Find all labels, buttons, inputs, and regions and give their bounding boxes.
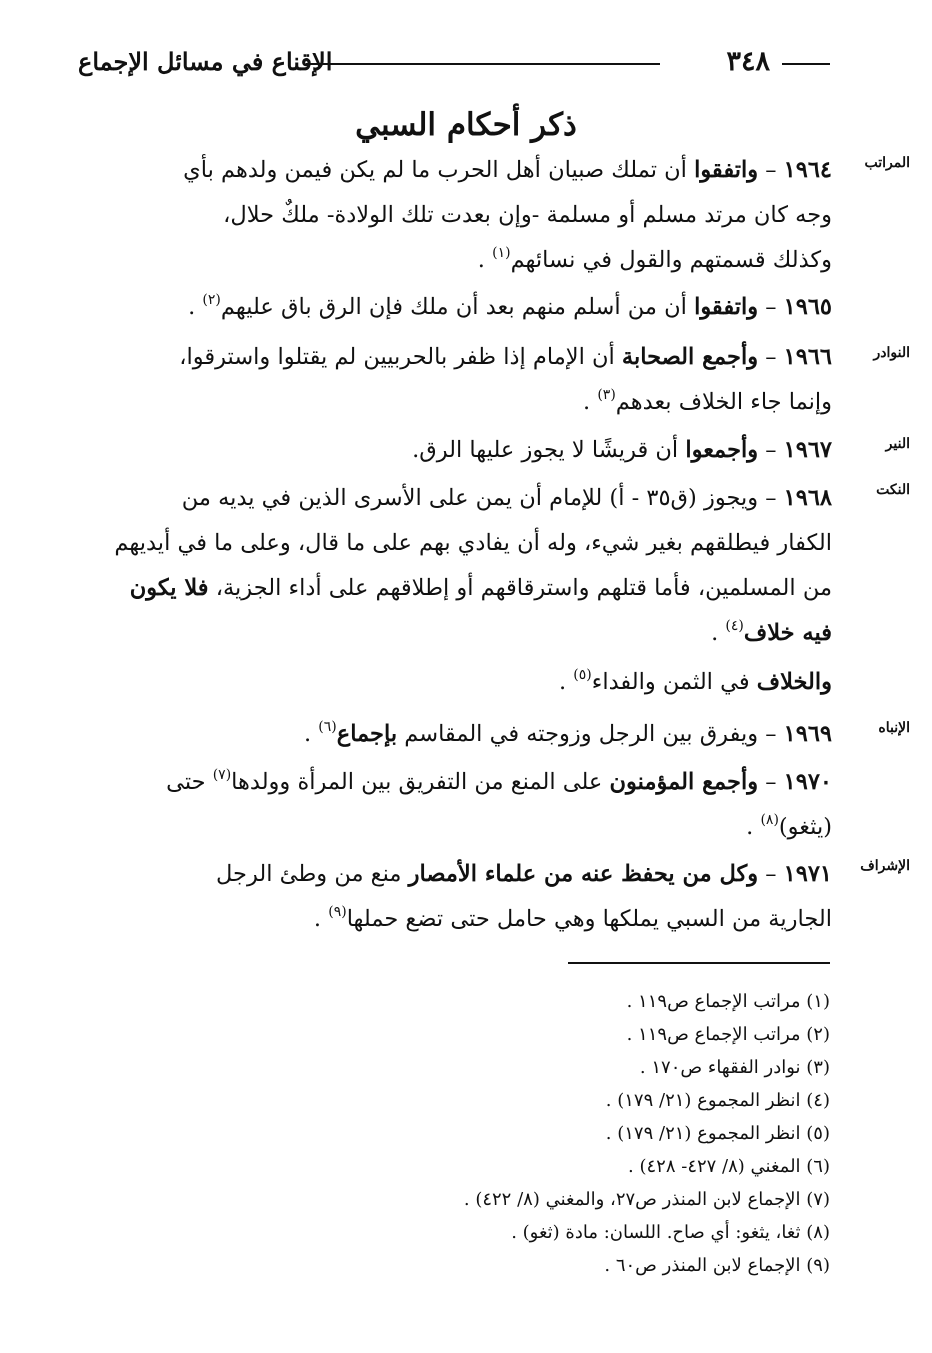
entry-keyword: بإجماع (336, 721, 398, 747)
entry-1970: ١٩٧٠ – وأجمع المؤمنون على المنع من التفريق بين المرأة وولدها$^{(٧)}$ حتى (يثغو)$^{(٨)}$ . (166, 767, 832, 840)
entry-1965: ١٩٦٥ – واتفقوا أن من أسلم منهم بعد أن ملك فإن الرق باق عليهم$^{(٢)}$ . (188, 292, 832, 320)
footnote-ref[interactable]: (٥) (573, 667, 592, 683)
section-title: ذكر أحكام السبي (355, 107, 577, 143)
margin-label-nayyir: النير (885, 436, 910, 452)
footnotes-list (230, 985, 830, 1282)
footnote-6: (٦) المغني (٨/ ٤٢٧- ٤٢٨) . (628, 1156, 830, 1177)
entry-text: الجارية من السبي يملكها وهي حامل حتى تضع حملها (346, 906, 832, 932)
entry-1966: ١٩٦٦ – وأجمع الصحابة أن الإمام إذا ظفر بالحربيين لم يقتلوا واسترقوا، وإنما جاء الخلاف بعدهم$^{(٣)}$ . (179, 344, 832, 415)
entry-number: ١٩٧١ (783, 861, 832, 887)
entry-text: وجه كان مرتد مسلم أو مسلمة -وإن بعدت تلك الولادة- ملكٌ حلال، (223, 202, 832, 228)
entry-text: (ق٣٥ - أ) للإمام أن يمن على الأسرى الذين في يديه من (181, 485, 697, 511)
footnote-ref[interactable]: (٢) (202, 292, 221, 308)
entry-number: ١٩٦٧ (783, 437, 832, 463)
footnote-7: (٧) الإجماع لابن المنذر ص٢٧، والمغني (٨/ ٤٢٢) . (463, 1189, 830, 1210)
entry-number: ١٩٦٥ (783, 294, 832, 320)
entry-1967: ١٩٦٧ – وأجمعوا أن قريشًا لا يجوز عليها الرق. (412, 437, 832, 463)
footnote-ref[interactable]: (٩) (328, 904, 347, 920)
footnote-9: (٩) الإجماع لابن المنذر ص٦٠ . (604, 1255, 830, 1276)
footnote-2: (٢) مراتب الإجماع ص١١٩ . (626, 1024, 830, 1045)
entry-number: ١٩٦٦ (783, 344, 832, 370)
entry-1969: ١٩٦٩ – ويفرق بين الرجل وزوجته في المقاسم بإجماع$^{(٦)}$ . (303, 719, 832, 747)
entry-text: حتى (166, 769, 206, 795)
entry-1968: ١٩٦٨ – ويجوز (ق٣٥ - أ) للإمام أن يمن على الأسرى الذين في يديه من الكفار فيطلقهم بغير شيء، وله أن يفادي بهم على ما قال، وعلى ما في أيديهم من المسلمين، فأما قتلهم واسترقاقهم أو إطلاقهم على أداء الجزية، فلا يكون فيه خلاف$^{(٤)}$ . والخلاف في الثمن والفداء$^{(٥)}$ . (114, 485, 832, 695)
footnote-separator (568, 962, 830, 964)
book-title: الإقناع في مسائل الإجماع (78, 47, 333, 76)
footnote-4: (٤) انظر المجموع (٢١/ ١٧٩) . (605, 1090, 830, 1111)
margin-label-nukat: النكت (876, 482, 910, 498)
entry-keyword: والخلاف (756, 669, 832, 695)
entry-keyword: فيه خلاف (743, 620, 832, 646)
running-head (78, 44, 830, 84)
entry-text: أن الإمام إذا ظفر بالحربيين لم يقتلوا واسترقوا، (179, 344, 615, 370)
entry-keyword: وأجمع الصحابة (621, 344, 759, 370)
footnote-3: (٣) نوادر الفقهاء ص١٧٠ . (639, 1057, 830, 1078)
entry-keyword: وكل من يحفظ عنه من علماء الأمصار (408, 861, 759, 887)
entry-keyword: وأجمعوا (685, 437, 759, 463)
entry-number: ١٩٦٤ (783, 157, 832, 183)
entry-number: ١٩٦٨ (783, 485, 832, 511)
header-rule-middle (306, 63, 660, 65)
entry-number: ١٩٧٠ (783, 769, 832, 795)
footnote-ref[interactable]: (٦) (318, 719, 337, 735)
entry-keyword: واتفقوا (694, 157, 759, 183)
entry-text: أن قريشًا لا يجوز عليها الرق. (412, 437, 679, 463)
footnote-ref[interactable]: (٧) (212, 767, 232, 783)
entry-keyword: فلا يكون (129, 575, 209, 601)
page-number: ٣٤٨ (726, 46, 770, 77)
footnote-ref[interactable]: (١) (492, 245, 511, 261)
margin-label-inbah: الإنباه (878, 720, 910, 736)
entry-keyword: وأجمع المؤمنون (609, 769, 759, 795)
entry-text: الكفار فيطلقهم بغير شيء، وله أن يفادي بهم على ما قال، وعلى ما في أيديهم (114, 530, 832, 556)
footnote-ref[interactable]: (٣) (597, 387, 616, 403)
entry-text: منع من وطئ الرجل (216, 861, 402, 887)
entry-lead: ويجوز (703, 485, 759, 511)
entry-text: ويفرق بين الرجل وزوجته في المقاسم (404, 721, 759, 747)
entry-number: ١٩٦٩ (783, 721, 832, 747)
entry-text: (يثغو) (778, 814, 832, 840)
header-rule-right (782, 63, 830, 65)
entry-text: وإنما جاء الخلاف بعدهم (615, 389, 832, 415)
entry-text: على المنع من التفريق بين المرأة وولدها (231, 769, 603, 795)
entry-text: من المسلمين، فأما قتلهم واسترقاقهم أو إطلاقهم على أداء الجزية، (215, 575, 832, 601)
entry-text: في الثمن والفداء (591, 669, 750, 695)
entry-text: أن من أسلم منهم بعد أن ملك فإن الرق باق عليهم (220, 294, 687, 320)
entry-1971: ١٩٧١ – وكل من يحفظ عنه من علماء الأمصار منع من وطئ الرجل الجارية من السبي يملكها وهي حامل حتى تضع حملها$^{(٩)}$ . (216, 861, 832, 932)
footnote-8: (٨) ثغا، يثغو: أي صاح. اللسان: مادة (ثغو) . (511, 1222, 830, 1243)
footnote-5: (٥) انظر المجموع (٢١/ ١٧٩) . (605, 1123, 830, 1144)
footnote-1: (١) مراتب الإجماع ص١١٩ . (626, 991, 830, 1012)
entry-text: أن تملك صبيان أهل الحرب ما لم يكن فيمن ولدهم بأي (183, 157, 687, 183)
entry-keyword: واتفقوا (694, 294, 759, 320)
entry-1964: ١٩٦٤ – واتفقوا أن تملك صبيان أهل الحرب ما لم يكن فيمن ولدهم بأي وجه كان مرتد مسلم أو مسلمة -وإن بعدت تلك الولادة- ملكٌ حلال، وكذلك قسمتهم والقول في نسائهم$^{(١)}$ . (183, 157, 832, 273)
margin-label-ishraf: الإشراف (860, 858, 910, 874)
entry-text: وكذلك قسمتهم والقول في نسائهم (510, 247, 832, 273)
margin-label-maratib: المراتب (864, 155, 910, 171)
footnote-ref[interactable]: (٤) (725, 618, 744, 634)
margin-label-nawadir: النوادر (873, 345, 910, 361)
footnote-ref[interactable]: (٨) (760, 812, 779, 828)
